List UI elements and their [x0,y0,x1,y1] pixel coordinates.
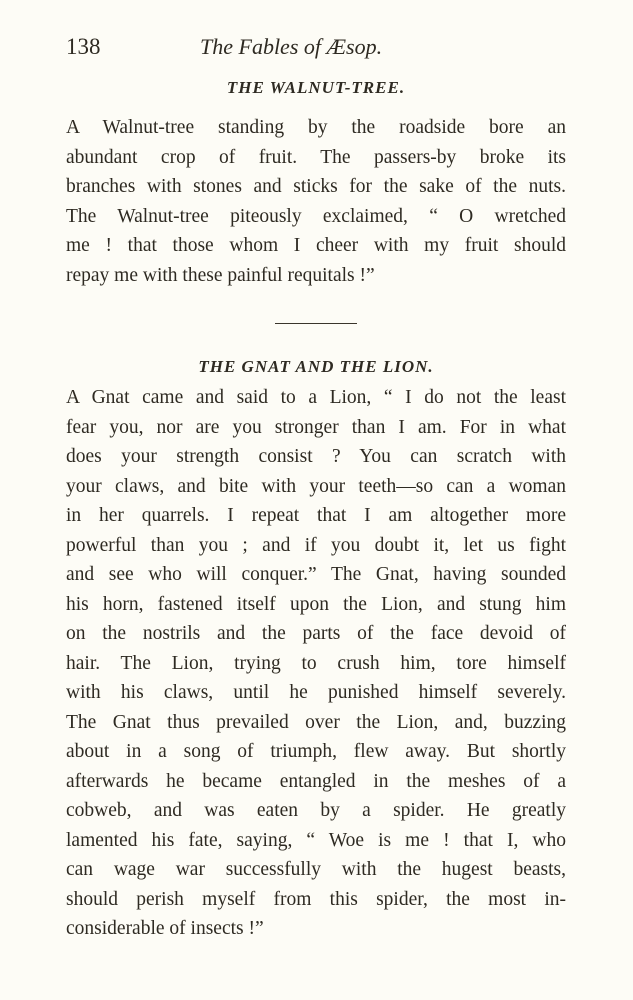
fable-line: about in a song of triumph, flew away. But shortly [66,741,566,762]
fable-line: cobweb, and was eaten by a spider. He greatly [66,800,566,821]
fable-line: should perish myself from this spider, the most in- [66,888,566,910]
fable-line: me ! that those whom I cheer with my fruit should [66,235,566,256]
running-title: The Fables of Æsop. [200,34,383,59]
fable-line: branches with stones and sticks for the sake of the nuts. [66,176,566,197]
fable-line: considerable of insects !” [66,918,264,939]
fable-walnut-tree [66,78,566,290]
fable-line: on the nostrils and the parts of the face devoid of [66,623,566,644]
page-number: 138 [66,34,101,59]
fable-line: does your strength consist ? You can scratch with [66,446,566,467]
fable-line: lamented his fate, saying, “ Woe is me ! that I, who [66,829,566,851]
fable-line: powerful than you ; and if you doubt it, let us fight [66,534,566,556]
fable-line: his horn, fastened itself upon the Lion, and stung him [66,593,566,615]
fable-line: with his claws, until he punished himself severely. [66,682,566,703]
fable-gnat-and-lion [66,357,566,944]
fable-line: can wage war successfully with the hugest beasts, [66,859,566,880]
fable-line: abundant crop of fruit. The passers-by broke its [66,146,566,168]
fable-line: fear you, nor are you stronger than I am. For in what [66,416,566,438]
fable-line: your claws, and bite with your teeth—so can a woman [66,475,566,497]
fable-text [66,383,566,944]
fable-text [66,113,566,290]
fable-line: The Gnat thus prevailed over the Lion, and, buzzing [66,711,566,733]
running-head [66,30,566,64]
fable-line: afterwards he became entangled in the meshes of a [66,770,566,792]
fable-line: and see who will conquer.” The Gnat, having sounded [66,564,566,585]
fable-title: THE GNAT AND THE LION. [198,357,434,376]
fable-line: A Gnat came and said to a Lion, “ I do not the least [66,387,566,408]
section-divider [275,323,357,324]
fable-line: A Walnut-tree standing by the roadside bore an [66,117,566,138]
fable-title: THE WALNUT-TREE. [226,78,406,97]
fable-line: repay me with these painful requitals !” [66,264,375,286]
fable-line: The Walnut-tree piteously exclaimed, “ O wretched [66,205,566,227]
fable-line: hair. The Lion, trying to crush him, tore himself [66,652,566,674]
fable-line: in her quarrels. I repeat that I am altogether more [66,505,566,526]
book-page [66,30,566,944]
